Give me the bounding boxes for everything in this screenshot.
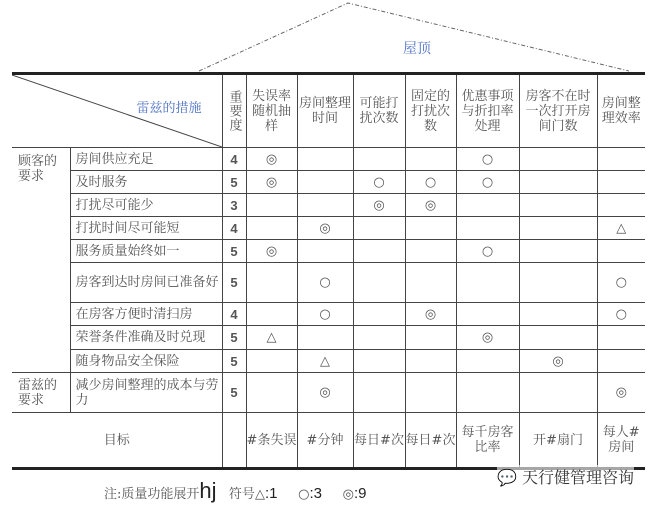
measure-header: 房客不在时一次打开房间门数 [519,74,597,148]
symbol-label: 符号 [228,487,255,502]
relation-cell: △ [597,217,645,240]
relation-cell [353,263,405,303]
measure-header: 固定的打扰次数 [405,74,456,148]
importance-value: 5 [222,263,246,303]
roof-outline [0,0,654,80]
relation-cell [519,303,597,326]
importance-value: 5 [222,373,246,413]
house-of-quality-matrix [12,72,645,470]
target-value: 每人#房间 [597,413,645,469]
relation-cell [297,194,353,217]
target-value: #分钟 [297,413,353,469]
relation-cell: ◎ [456,326,519,350]
relation-cell: △ [246,326,297,350]
relation-cell [246,263,297,303]
relation-cell [519,373,597,413]
relation-cell [519,171,597,194]
relation-cell: ◎ [246,148,297,171]
relation-cell [353,303,405,326]
relation-cell: ◎ [246,240,297,263]
relation-cell [519,217,597,240]
double-circle-icon: ◎ [342,487,354,502]
relation-cell: ◎ [405,303,456,326]
relation-cell [519,326,597,350]
table-row [12,217,645,240]
corner-header [12,74,222,148]
relation-cell [597,194,645,217]
table-row [12,303,645,326]
requirement: 及时服务 [70,171,222,194]
relation-cell: △ [297,350,353,373]
relation-cell [405,350,456,373]
target-value: 每日#次 [405,413,456,469]
relation-cell [597,148,645,171]
relation-cell: ○ [597,303,645,326]
relation-cell [405,240,456,263]
relation-cell [519,148,597,171]
targets-label: 目标 [12,413,222,469]
importance-value: 5 [222,326,246,350]
relation-cell [405,148,456,171]
measure-header: 可能打扰次数 [353,74,405,148]
requirement: 荣誉条件准确及时兑现 [70,326,222,350]
relation-cell [297,148,353,171]
relation-cell [519,194,597,217]
target-value: #条失误 [246,413,297,469]
relation-cell: ◎ [297,217,353,240]
table-row [12,148,645,171]
relation-cell [597,350,645,373]
relation-cell [597,240,645,263]
requirement: 打扰时间尽可能短 [70,217,222,240]
requirement: 打扰尽可能少 [70,194,222,217]
relation-cell [405,263,456,303]
targets-importance-blank [222,413,246,469]
importance-value: 5 [222,171,246,194]
roof-label: 屋顶 [403,41,431,57]
relation-cell [519,263,597,303]
requirement: 房客到达时房间已准备好 [70,263,222,303]
note-hj: hj [199,478,217,503]
target-value: 每千房客比率 [456,413,519,469]
relation-cell [405,326,456,350]
relation-cell: ○ [405,171,456,194]
relation-cell [297,171,353,194]
target-value: 每日#次 [353,413,405,469]
relation-cell [246,350,297,373]
table-row [12,171,645,194]
relation-cell [297,326,353,350]
legend-weight: :1 [264,485,278,502]
relation-cell [519,240,597,263]
circle-icon: ○ [298,487,310,502]
relation-cell: ○ [456,240,519,263]
relation-cell [246,194,297,217]
measure-header: 失误率随机抽样 [246,74,297,148]
relation-cell: ◎ [297,373,353,413]
header-row [12,74,645,148]
relation-cell [597,171,645,194]
relation-cell [353,350,405,373]
measures-label: 雷兹的措施 [136,101,202,116]
relation-cell: ○ [456,171,519,194]
table-row [12,373,645,413]
relation-cell: ○ [297,263,353,303]
relation-cell [456,263,519,303]
requirement: 在房客方便时清扫房 [70,303,222,326]
requirement: 减少房间整理的成本与劳力 [70,373,222,413]
legend-weight: :3 [309,485,322,502]
table-row [12,240,645,263]
relation-cell [353,217,405,240]
relation-cell: ○ [353,171,405,194]
requirement: 房间供应充足 [70,148,222,171]
measure-header: 房间整理时间 [297,74,353,148]
note-prefix: 注:质量功能展开 [104,487,200,502]
relation-cell [353,326,405,350]
requirement: 随身物品安全保险 [70,350,222,373]
relation-cell: ◎ [597,373,645,413]
measure-header: 房间整理效率 [597,74,645,148]
relation-cell: ○ [597,263,645,303]
targets-row [12,413,645,469]
importance-value: 4 [222,303,246,326]
relation-cell [456,350,519,373]
requirement: 服务质量始终如一 [70,240,222,263]
triangle-icon: △ [254,487,265,502]
legend-note [104,478,367,504]
watermark [497,465,634,488]
relation-cell [456,194,519,217]
wechat-icon: 💬 [497,468,517,487]
relation-cell [246,217,297,240]
relation-cell [246,303,297,326]
table-row [12,263,645,303]
measure-header: 优惠事项与折扣率处理 [456,74,519,148]
relation-cell [456,373,519,413]
relation-cell [353,240,405,263]
relation-cell: ◎ [353,194,405,217]
relation-cell: ○ [456,148,519,171]
relation-cell [405,217,456,240]
watermark-text: 天行健管理咨询 [522,468,635,487]
relation-cell [456,303,519,326]
importance-value: 5 [222,240,246,263]
table-row [12,350,645,373]
relation-cell: ◎ [519,350,597,373]
table-row [12,194,645,217]
relation-cell [456,217,519,240]
importance-header: 重要度 [222,74,246,148]
relation-cell [353,373,405,413]
relation-cell: ◎ [405,194,456,217]
relation-cell [353,148,405,171]
group-label-customer: 顾客的要求 [12,148,70,373]
group-label-ritz: 雷兹的要求 [12,373,70,413]
legend-weight: :9 [354,485,367,502]
relation-cell [246,373,297,413]
relation-cell [597,326,645,350]
target-value: 开#扇门 [519,413,597,469]
importance-value: 5 [222,350,246,373]
importance-value: 4 [222,217,246,240]
relation-cell [405,373,456,413]
relation-cell: ○ [297,303,353,326]
importance-value: 3 [222,194,246,217]
table-row [12,326,645,350]
importance-value: 4 [222,148,246,171]
relation-cell: ◎ [246,171,297,194]
relation-cell [297,240,353,263]
